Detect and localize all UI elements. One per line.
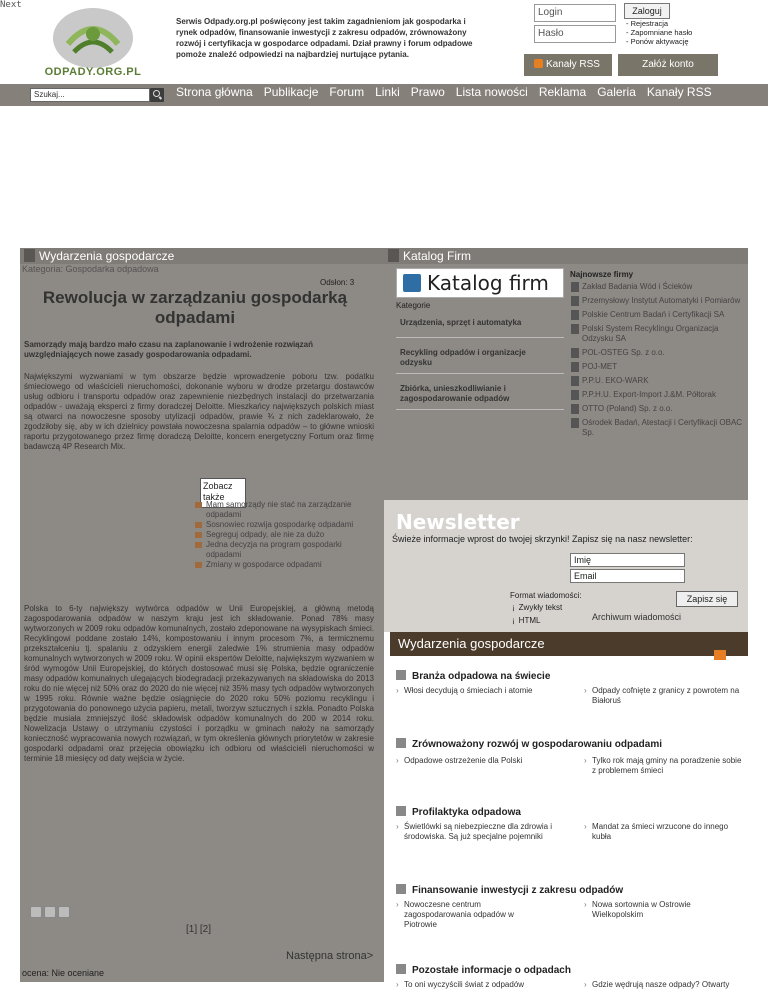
events-link[interactable]: › Mandat za śmieci wrzucone do innego kubła [584,822,744,842]
article-body-1: Największymi wyzwaniami w tym obszarze będzie wprowadzenie poboru tzw. podatku śmieciowego od właścicieli nieruchomości, dokonanie wyboru w drodze przetargu dostawców usług odbioru i transportu odpadów oraz zapewnienie niezbędnych instalacji do przetwarzania odpadów - uważają eksperci z firmy doradczej Deloitte. Mieszkańcy największych polskich miast są otwarci na nowoczesne sposoby utylizacji odpadów, prawie ¾ z nich zadeklarowało, że zgodziłoby się, aby w ich dzielnicy powstała nowoczesna spalarnia odpadów – to główne wnioski raportu przygotowanego przez firmę doradczą Deloitte, koncern energetyczny Fortum oraz firmę badawczą 4P Research Mix. [24,372,374,451]
firm-link[interactable]: Przemysłowy Instytut Automatyki i Pomiarów [570,296,746,306]
events-section-title[interactable]: Branża odpadowa na świecie [396,670,550,682]
events-link[interactable]: › Gdzie wędrują nasze odpady? Otwarty [584,980,744,990]
firm-link[interactable]: POJ-MET [570,362,746,372]
register-link[interactable]: - Rejestracja [626,19,669,28]
share-icons [30,906,76,920]
email-icon[interactable] [44,906,56,918]
firm-link[interactable]: Polski System Recyklingu Organizacja Odzysku SA [570,324,746,344]
firm-link[interactable]: Ośrodek Badań, Atestacji i Certyfikacji OBAC Sp. [570,418,746,438]
firm-link[interactable]: POL-OSTEG Sp. z o.o. [570,348,746,358]
firm-link[interactable]: P.P.H.U. Export-Import J.&M. Półtorak [570,390,746,400]
login-links [626,19,692,46]
catalog-logo[interactable]: Katalog firm [396,268,564,298]
forgot-password-link[interactable]: - Zapomniane hasło [626,28,693,37]
nav-news-list[interactable]: Lista nowości [455,85,528,99]
article-body-2: Polska to 6-ty największy wytwórca odpadów w Unii Europejskiej, a główną metodą zagospodarowania odpadów w naszym kraju jest ich składowanie. Ponad 78% masy wytworzonych w 2009 roku odpadów komunalnych, zostało zdeponowane na wysypiskach śmieci. Recyklingowi poddane zostało 14%, kompostowaniu i innym procesom 7%, a termicznemu przekształceniu tj. spalaniu z odzyskiem energii zaledwie 1% strumienia masy odpadów komunalnych wytworzonych w 2009 roku. W opinii ekspertów Deloitte, największym wyzwaniem w śród wymogów Unii Europejskiej, do których dostosować musi się Polska, będzie ograniczenie masy odpadów komunalnych ulegających biodegradacji przekazywanych na składowiska do 2013 roku do nie więcej niż 50% oraz do 2020 do nie więcej niż 35% masy tych odpadów wytworzonych w 1995 roku. Równie ważne będzie osiągnięcie do 2020 roku 50% poziomu recyklingu i przygotowania do ponownego użycia papieru, metali, tworzyw sztucznych i szkła. Ponadto Polska będzie musiała zmniejszyć ilość składowisk odpadów komunalnych do 200 w 2014 roku. Nowelizacja Ustawy o utrzymaniu czystości i porządku w gminach nałoży na samorządy konieczność wypracowania nowych rozwiązań, w tym określenia głównych priorytetów w zakresie gospodarki odpadami oraz przejęcia obowiązku ich odbioru od właścicieli nieruchomości w terminie 18 miesięcy od daty wejścia w życie. [24,604,374,763]
newsletter-subscribe-button[interactable]: Zapisz się [676,591,738,607]
firm-link[interactable]: P.P.U. EKO-WARK [570,376,746,386]
next-label: Next [0,0,22,10]
events-section-title[interactable]: Pozostałe informacje o odpadach [396,964,571,976]
pagination[interactable]: [1] [2] [186,924,212,935]
events-link[interactable]: › To oni wyczyścili świat z odpadów [396,980,566,990]
nav-forum[interactable]: Forum [329,85,365,99]
see-also-link[interactable]: Jedna decyzja na program gospodarki odpadami [194,540,374,560]
signup-button[interactable]: Załóż konto [618,54,718,76]
catalog-category[interactable]: Recykling odpadów i organizacje odzysku [396,344,564,374]
events-link[interactable]: › Tylko rok mają gminy na poradzenie sobie z problemem śmieci [584,756,744,776]
nav-links[interactable]: Linki [375,85,400,99]
newsletter-name-field[interactable]: Imię [570,553,685,567]
newsletter-format-label: Format wiadomości: [510,591,582,600]
square-icon [388,249,399,262]
rss-icon[interactable] [714,650,726,660]
article-title: Rewolucja w zarządzaniu gospodarką odpadami [42,288,348,327]
firm-link[interactable]: OTTO (Poland) Sp. z o.o. [570,404,746,414]
nav-rss[interactable]: Kanały RSS [646,85,712,99]
events-link[interactable]: › Nowa sortownia w Ostrowie Wielkopolskim [584,900,744,920]
login-input[interactable]: Login [534,4,616,22]
article-rating: ocena: Nie oceniane [22,968,105,978]
nav-gallery[interactable]: Galeria [597,85,636,99]
nav-home[interactable]: Strona główna [176,85,253,99]
login-button[interactable]: Zaloguj [624,3,670,19]
site-tagline: Serwis Odpady.org.pl poświęcony jest takim zagadnieniom jak gospodarka i rynek odpadów, finansowanie inwestycji z zakresu odpadów, zrównoważony rozwój i certyfikacja w gospodarce odpadami. Dział prawny i forum odpadowe pomoże znaleźć odpowiedzi na najbardziej nurtujące pytania. [176,17,473,59]
newsletter-archive-link[interactable]: Archiwum wiadomości [592,612,682,622]
nav-menu [176,84,723,106]
article-views: Odsłon: 3 [320,278,355,287]
newsletter-title: Newsletter [396,510,520,534]
categories-label: Kategorie [396,301,431,310]
rss-button[interactable] [524,54,612,76]
events-link[interactable]: › Nowoczesne centrum zagospodarowania odpadów w Piotrowie [396,900,546,930]
catalog-heading: Katalog Firm [384,248,748,264]
events-section-title[interactable]: Zrównoważony rozwój w gospodarowaniu odpadami [396,738,662,750]
events-section-title[interactable]: Profilaktyka odpadowa [396,806,521,818]
events-link[interactable]: › Odpady cofnięte z granicy z powrotem na Białoruś [584,686,744,706]
events-heading-left: Wydarzenia gospodarcze [20,248,384,264]
newest-firms-list [570,282,746,442]
events-heading: Wydarzenia gospodarcze [390,632,748,656]
see-also-link[interactable]: Segreguj odpady, ale nie za dużo [194,530,374,540]
events-link[interactable]: › Włosi decydują o śmieciach i atomie [396,686,566,696]
firm-link[interactable]: Polskie Centrum Badań i Certyfikacji SA [570,310,746,320]
newsletter-email-field[interactable]: Email [570,569,685,583]
search-icon[interactable] [150,88,164,102]
see-also-link[interactable]: Sosnowiec rozwija gospodarkę odpadami [194,520,374,530]
see-also-link[interactable]: Mam samorządy nie stać na zarządzanie odpadami [194,500,374,520]
article-lead: Samorządy mają bardzo mało czasu na zaplanowanie i wdrożenie rozwiązań uwzględniających nowe zasady gospodarowania odpadami. [24,340,313,359]
events-section-title[interactable]: Finansowanie inwestycji z zakresu odpadów [396,884,623,896]
password-input[interactable]: Hasło [534,25,616,43]
firm-link[interactable]: Zakład Badania Wód i Ścieków [570,282,746,292]
rss-label: Kanały RSS [546,59,600,70]
logo-text: ODPADY.ORG.PL [44,66,142,78]
newsletter-description: Świeże informacje wprost do twojej skrzynki! Zapisz się na nasz newsletter: [392,534,693,544]
catalog-category[interactable]: Zbiórka, unieszkodliwianie i zagospodarowanie odpadów [396,380,564,410]
nav-law[interactable]: Prawo [410,85,445,99]
newest-firms-label: Najnowsze firmy [570,270,634,279]
square-icon [24,249,35,262]
article-category: Kategoria: Gospodarka odpadowa [22,264,159,274]
rss-icon [534,59,543,68]
format-html-radio[interactable]: ¡ HTML [512,616,540,625]
catalog-category[interactable]: Urządzenia, sprzęt i automatyka [396,314,564,338]
see-also-list [194,500,374,570]
see-also-link[interactable]: Zmiany w gospodarce odpadami [194,560,374,570]
nav-ads[interactable]: Reklama [538,85,587,99]
resend-activation-link[interactable]: - Ponów aktywację [626,37,689,46]
pdf-icon[interactable] [58,906,70,918]
format-plain-text-radio[interactable]: ¡ Zwykły tekst [512,603,562,612]
see-also-title: Zobacz także [200,478,246,508]
search-input[interactable]: Szukaj... [30,88,150,102]
print-icon[interactable] [30,906,42,918]
events-link[interactable]: › Odpadowe ostrzeżenie dla Polski [396,756,566,766]
events-link[interactable]: › Świetlówki są niebezpieczne dla zdrowia i środowiska. Są już specjalne pojemniki [396,822,566,842]
next-page-link[interactable]: Następna strona> [286,950,374,962]
nav-publications[interactable]: Publikacje [263,85,319,99]
